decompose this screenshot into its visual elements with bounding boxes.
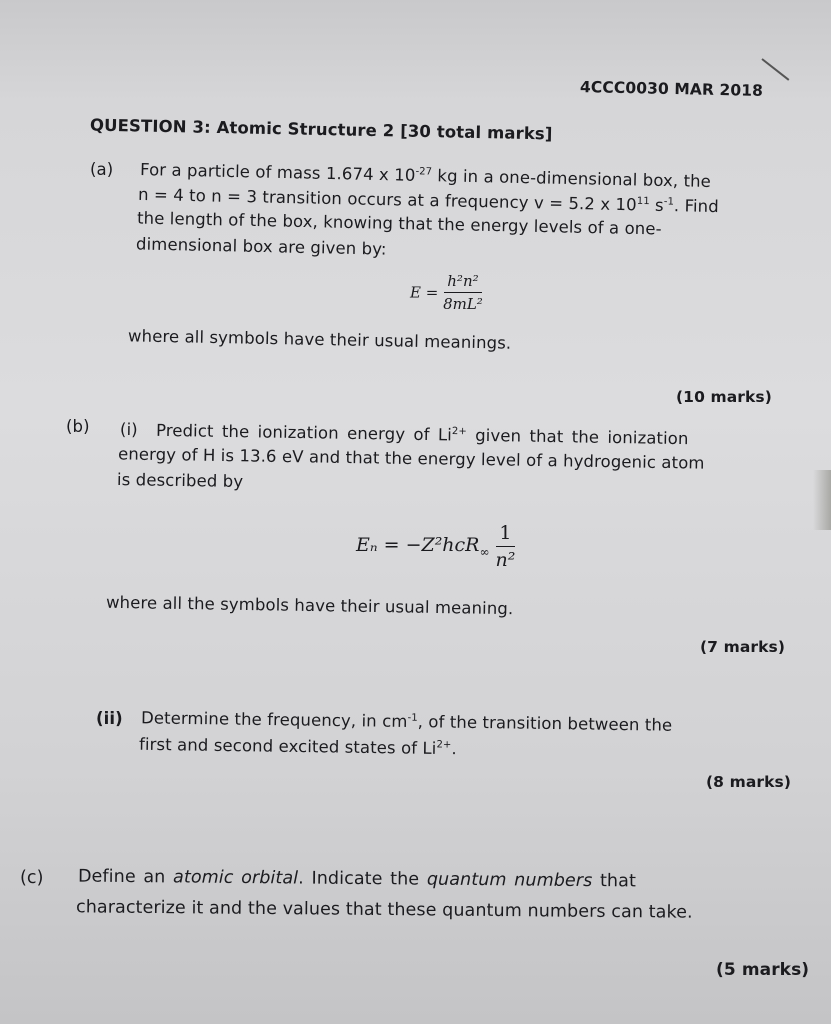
part-b-where: where all the symbols have their usual meaning. [105, 592, 514, 619]
part-b-i-label: (i) [119, 419, 138, 440]
part-a-label: (a) [90, 160, 114, 179]
part-b-label: (b) [66, 417, 90, 436]
part-c-line-2: characterize it and the values that these quantum numbers can take. [75, 897, 693, 923]
part-c-marks: (5 marks) [716, 960, 810, 980]
part-a-line-1: For a particle of mass 1.674 x $10^{-27}$ kg in a one-dimensional box, the [139, 160, 712, 191]
part-a-line-4: dimensional box are given by: [135, 234, 387, 259]
part-b-line-3: is described by [116, 470, 244, 491]
part-b-ii-label: (ii) [96, 709, 123, 728]
part-a-equation: E = $\frac{\text{h²n²}}{\text{8mL²}}$ [410, 272, 483, 313]
page-edge-shadow [813, 470, 831, 530]
part-b-line-1: Predict the ionization energy of $Li^{2+}$ given that the ionization [155, 420, 689, 449]
part-a-marks: (10 marks) [676, 388, 772, 406]
part-a-line-2: n = 4 to n = 3 transition occurs at a frequency v = 5.2 x $10^{11}$ $s^{-1}$. Find [137, 184, 719, 217]
part-c-line-1: Define an atomic orbital. Indicate the quantum numbers that [77, 866, 637, 892]
part-b-line-2: energy of H is 13.6 eV and that the energy level of a hydrogenic atom [117, 444, 705, 473]
part-c-label: (c) [20, 868, 44, 888]
question-title: QUESTION 3: Atomic Structure 2 [30 total marks] [89, 115, 553, 144]
part-b-ii-marks: (8 marks) [706, 773, 792, 791]
part-a-where: where all symbols have their usual meanings. [127, 326, 512, 353]
part-b-equation: Eₙ = −Z²hcR$_\infty$ $\frac{1}{\text{n²}}$ [356, 522, 516, 571]
pen-mark [761, 58, 789, 81]
part-a-line-3: the length of the box, knowing that the energy levels of a one- [136, 208, 662, 239]
course-code: 4CCC0030 MAR 2018 [579, 78, 764, 100]
part-b-ii-line-2: first and second excited states of $Li^{2+}$. [138, 734, 457, 759]
part-b-ii-line-1: Determine the frequency, in $cm^{-1}$, of the transition between the [140, 708, 673, 735]
part-b-i-marks: (7 marks) [700, 638, 786, 656]
